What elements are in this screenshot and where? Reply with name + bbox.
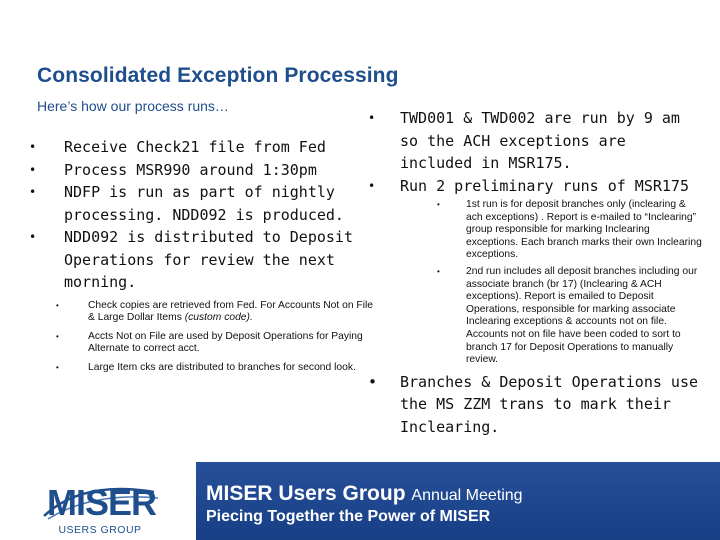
left-bullet-list [24, 136, 374, 374]
right-bullet-list [368, 107, 703, 438]
right-sub-list [400, 199, 703, 367]
left-sub-item: • Check copies are retrieved from Fed. For Accounts Not on File & Large Dollar Items (custom code). [56, 299, 373, 324]
bullet-dot-icon: • [29, 162, 37, 177]
right-column [368, 107, 703, 438]
right-bullet-item: • Branches & Deposit Operations use the MS ZZM trans to mark their Inclearing. [368, 372, 699, 436]
miser-logo [0, 462, 196, 540]
bullet-dot-icon: • [368, 178, 376, 193]
bullet-dot-icon: • [29, 185, 37, 199]
slide-subtitle: Here’s how our process runs… [37, 98, 229, 114]
bullet-dot-icon: • [368, 111, 376, 125]
bullet-dot-icon: • [437, 200, 440, 209]
bullet-dot-icon: • [56, 331, 59, 341]
bullet-dot-icon: • [29, 230, 37, 244]
footer-banner [0, 462, 720, 540]
right-bullet-item: • TWD001 & TWD002 are run by 9 am so the ACH exceptions are included in MSR175. [368, 109, 680, 172]
right-sub-item: • 2nd run includes all deposit branches including our associate branch (br 17) (Inclearing & ACH exceptions). Report is emailed to Deposit Operations, responsible for marking associate Inclearing exceptions & accounts not on file. Accounts not on file have been coded to sort to branch 17 for Deposit Operations to manually review. [437, 265, 698, 366]
slide-title: Consolidated Exception Processing [37, 64, 399, 87]
left-sub-list [56, 300, 374, 375]
logo-subtext: USERS GROUP [58, 524, 142, 536]
right-sub-item: • 1st run is for deposit branches only (inclearing & ach exceptions) . Report is e-mailed to “Inclearing” group responsible for marking Inclearing exceptions. Each branch marks their own Inclearing exceptions. [437, 199, 702, 261]
left-column [24, 136, 374, 380]
logo-wordmark: MISER [47, 482, 157, 523]
bullet-dot-icon: • [368, 372, 378, 391]
bullet-dot-icon: • [56, 300, 59, 310]
banner-panel [196, 462, 720, 540]
left-bullet-item: • NDD092 is distributed to Deposit Operations for review the next morning. • Check copies are retrieved from Fed. For Accounts Not on File & Large Dollar Items (custom code). • Accts Not on File are used by Deposit Operations for Paying Alternate to correct acct. • Large Item cks are distributed to branches for second look. [29, 228, 373, 373]
bullet-dot-icon: • [29, 140, 37, 154]
left-sub-item: • Accts Not on File are used by Deposit Operations for Paying Alternate to correct acct. [56, 330, 363, 355]
bullet-dot-icon: • [437, 266, 440, 276]
left-bullet-item: • Receive Check21 file from Fed [24, 136, 374, 159]
left-bullet-item: • Process MSR990 around 1:30pm [24, 159, 374, 182]
left-sub-item: • Large Item cks are distributed to branches for second look. [56, 361, 356, 373]
banner-title: MISER Users Group Annual Meeting [206, 482, 523, 505]
left-bullet-item: • NDFP is run as part of nightly processing. NDD092 is produced. [29, 183, 344, 224]
bullet-dot-icon: • [56, 362, 59, 372]
banner-tagline: Piecing Together the Power of MISER [206, 508, 491, 525]
right-bullet-item: • Run 2 preliminary runs of MSR175 • 1st run is for deposit branches only (inclearing & ach exceptions) . Report is e-mailed to “Inclearing” group responsible for marking Inclearing exceptions. Each branch marks their own Inclearing exceptions. • 2nd run includes all deposit branches including our associate branch (br 17) (Inclearing & ACH exceptions). Report is emailed to Deposit Operations, responsible for marking associate Inclearing exceptions & accounts not on file. Accounts not on file have been coded to sort to branch 17 for Deposit Operations to manually review. [368, 176, 702, 366]
